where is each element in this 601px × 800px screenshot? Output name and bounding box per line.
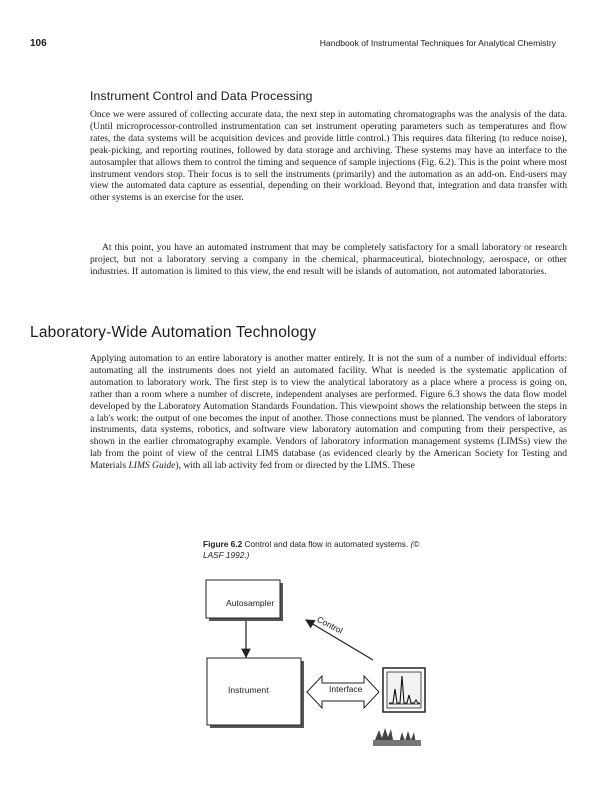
figure-credit: (© LASF 1992.) <box>203 539 420 560</box>
diagram-graphics <box>203 562 438 757</box>
paragraph: Once we were assured of collecting accurate data, the next step in automating chromatographs was the analysis of the data. (Until microprocessor-controlled instrumentation can set instrument operating parameters such as temperatures and flow rates, the data systems will be acquisition devices and provide little control.) This requires data filtering (to reduce noise), peak-picking, and reporting routines, followed by data storage and archiving. These systems may have an interface to the autosampler that allows them to control the timing and sequence of sample injections (Fig. 6.2). This is the point where most instrument vendors stop. Their focus is to sell the instruments (primarily) and the automation as an add-on. End-users may view the automated data capture as essential, depending on their workload. Beyond that, integration and data transfer with other systems is an exercise for the user. <box>90 109 567 204</box>
section-heading-instrument-control: Instrument Control and Data Processing <box>90 89 313 103</box>
running-head: Handbook of Instrumental Techniques for Analytical Chemistry <box>319 38 556 48</box>
instrument-label: Instrument <box>228 685 269 695</box>
paragraph <box>90 353 567 472</box>
autosampler-label: Autosampler <box>226 598 275 608</box>
interface-label: Interface <box>329 684 363 694</box>
page-number: 106 <box>30 38 47 49</box>
paragraph: At this point, you have an automated instrument that may be completely satisfactory for a small laboratory or research project, but not a laboratory serving a company in the chemical, pharmaceutical, biotechnology, aerospace, or other industries. If automation is limited to this view, the end result will be islands of automation, not automated laboratories. <box>90 242 567 277</box>
section-heading-lab-wide-automation: Laboratory-Wide Automation Technology <box>30 324 317 341</box>
italic-term: LIMS Guide <box>128 460 176 472</box>
control-arrow-label: Control <box>315 614 345 636</box>
figure-diagram <box>203 562 438 757</box>
paragraph-text: Applying automation to an entire laboratory is another matter entirely. It is not the sum of a number of individual efforts: automating all the instruments does not yield an automated facility. What is needed is the systematic application of automation to laboratory work. The first step is to view the analytical laboratory as a place where a process is going on, rather than a room where a number of discrete, independent analyses are performed. Figure 6.3 shows the data flow model developed by the Laboratory Automation Standards Foundation. This viewpoint shows the relationship between the steps in a lab's work: the output of one becomes the input of another. Those connections must be planned. The vendors of laboratory instruments, data systems, robotics, and software view laboratory automation and computing from their perspective, as shown in the earlier chromatography example. Vendors of laboratory information management systems (LIMSs) view the lab from the point of view of the central LIMS database (as evidenced clearly by the American Society for Testing and Materials <box>90 353 567 472</box>
figure-label: Figure 6.2 <box>203 539 243 549</box>
hands-keyboard-icon <box>373 728 421 746</box>
monitor-chromatogram-icon <box>383 668 425 712</box>
figure-caption <box>203 539 423 561</box>
caption-text: Control and data flow in automated systems. <box>242 539 411 549</box>
paragraph-text: ), with all lab activity fed from or directed by the LIMS. These <box>175 460 415 472</box>
